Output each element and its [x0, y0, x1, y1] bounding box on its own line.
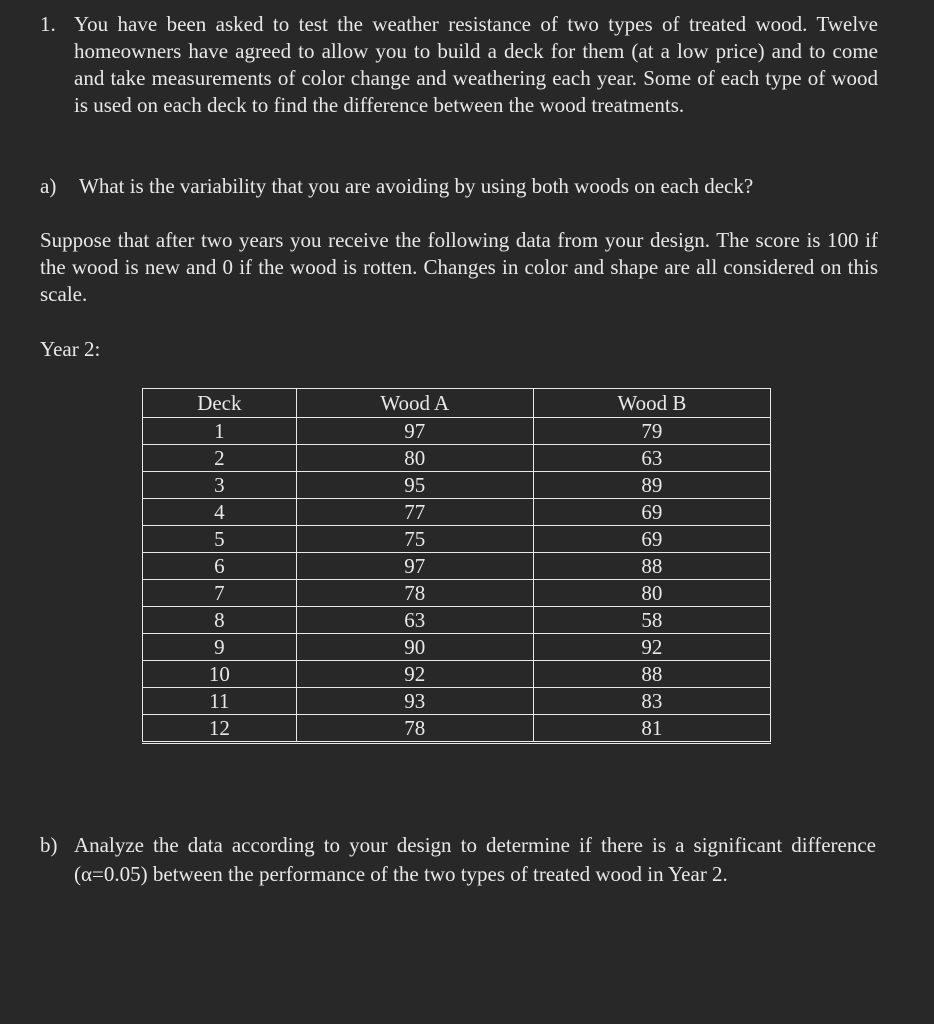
wood-b-cell: 88 — [533, 553, 770, 580]
deck-cell: 2 — [143, 445, 297, 472]
deck-cell: 6 — [143, 553, 297, 580]
table-row — [143, 553, 771, 580]
part-b-text: Analyze the data according to your design to determine if there is a significant difference (α=0.05) between the performance of the two types of treated wood in Year 2. — [74, 833, 876, 886]
deck-cell: 7 — [143, 580, 297, 607]
data-description: Suppose that after two years you receive the following data from your design. The score is 100 if the wood is new and 0 if the wood is rotten. Changes in color and shape are all considered on this scale. — [40, 228, 878, 306]
table-row — [143, 715, 771, 743]
table-row — [143, 661, 771, 688]
wood-b-cell: 89 — [533, 472, 770, 499]
wood-b-cell: 83 — [533, 688, 770, 715]
wood-b-cell: 69 — [533, 499, 770, 526]
wood-b-cell: 58 — [533, 607, 770, 634]
deck-cell: 12 — [143, 715, 297, 743]
part-b — [40, 831, 876, 889]
deck-cell: 4 — [143, 499, 297, 526]
wood-b-cell: 88 — [533, 661, 770, 688]
wood-a-cell: 80 — [296, 445, 533, 472]
table-header-row — [143, 389, 771, 418]
question-number: 1. — [40, 12, 56, 36]
wood-a-cell: 75 — [296, 526, 533, 553]
wood-b-cell: 81 — [533, 715, 770, 743]
wood-a-cell: 93 — [296, 688, 533, 715]
header-deck: Deck — [143, 389, 297, 418]
table-row — [143, 688, 771, 715]
question-1 — [40, 11, 878, 119]
wood-b-cell: 69 — [533, 526, 770, 553]
wood-b-cell: 63 — [533, 445, 770, 472]
table-row — [143, 499, 771, 526]
wood-a-cell: 92 — [296, 661, 533, 688]
table-row — [143, 580, 771, 607]
deck-cell: 11 — [143, 688, 297, 715]
table-row — [143, 607, 771, 634]
part-b-label: b) — [40, 833, 58, 857]
wood-b-cell: 79 — [533, 418, 770, 445]
deck-cell: 5 — [143, 526, 297, 553]
part-a-text: What is the variability that you are avoiding by using both woods on each deck? — [79, 174, 754, 198]
wood-a-cell: 90 — [296, 634, 533, 661]
header-wood-b: Wood B — [533, 389, 770, 418]
wood-a-cell: 97 — [296, 418, 533, 445]
part-a — [40, 173, 880, 200]
header-wood-a: Wood A — [296, 389, 533, 418]
deck-cell: 9 — [143, 634, 297, 661]
wood-a-cell: 78 — [296, 715, 533, 743]
table-row — [143, 445, 771, 472]
deck-cell: 10 — [143, 661, 297, 688]
wood-a-cell: 63 — [296, 607, 533, 634]
wood-data-table — [142, 388, 771, 744]
wood-a-cell: 97 — [296, 553, 533, 580]
question-1-text: You have been asked to test the weather resistance of two types of treated wood. Twelve homeowners have agreed to allow you to build a deck for them (at a low price) and to come and take measurements of color change and weathering each year. Some of each type of wood is used on each deck to find the difference between the wood treatments. — [74, 12, 878, 117]
deck-cell: 3 — [143, 472, 297, 499]
table-row — [143, 472, 771, 499]
table-row — [143, 634, 771, 661]
wood-a-cell: 77 — [296, 499, 533, 526]
deck-cell: 8 — [143, 607, 297, 634]
table-body — [143, 418, 771, 743]
table-row — [143, 418, 771, 445]
wood-b-cell: 80 — [533, 580, 770, 607]
deck-cell: 1 — [143, 418, 297, 445]
part-a-label: a) — [40, 174, 57, 198]
table-row — [143, 526, 771, 553]
wood-a-cell: 78 — [296, 580, 533, 607]
wood-b-cell: 92 — [533, 634, 770, 661]
year-label: Year 2: — [40, 337, 101, 361]
wood-a-cell: 95 — [296, 472, 533, 499]
